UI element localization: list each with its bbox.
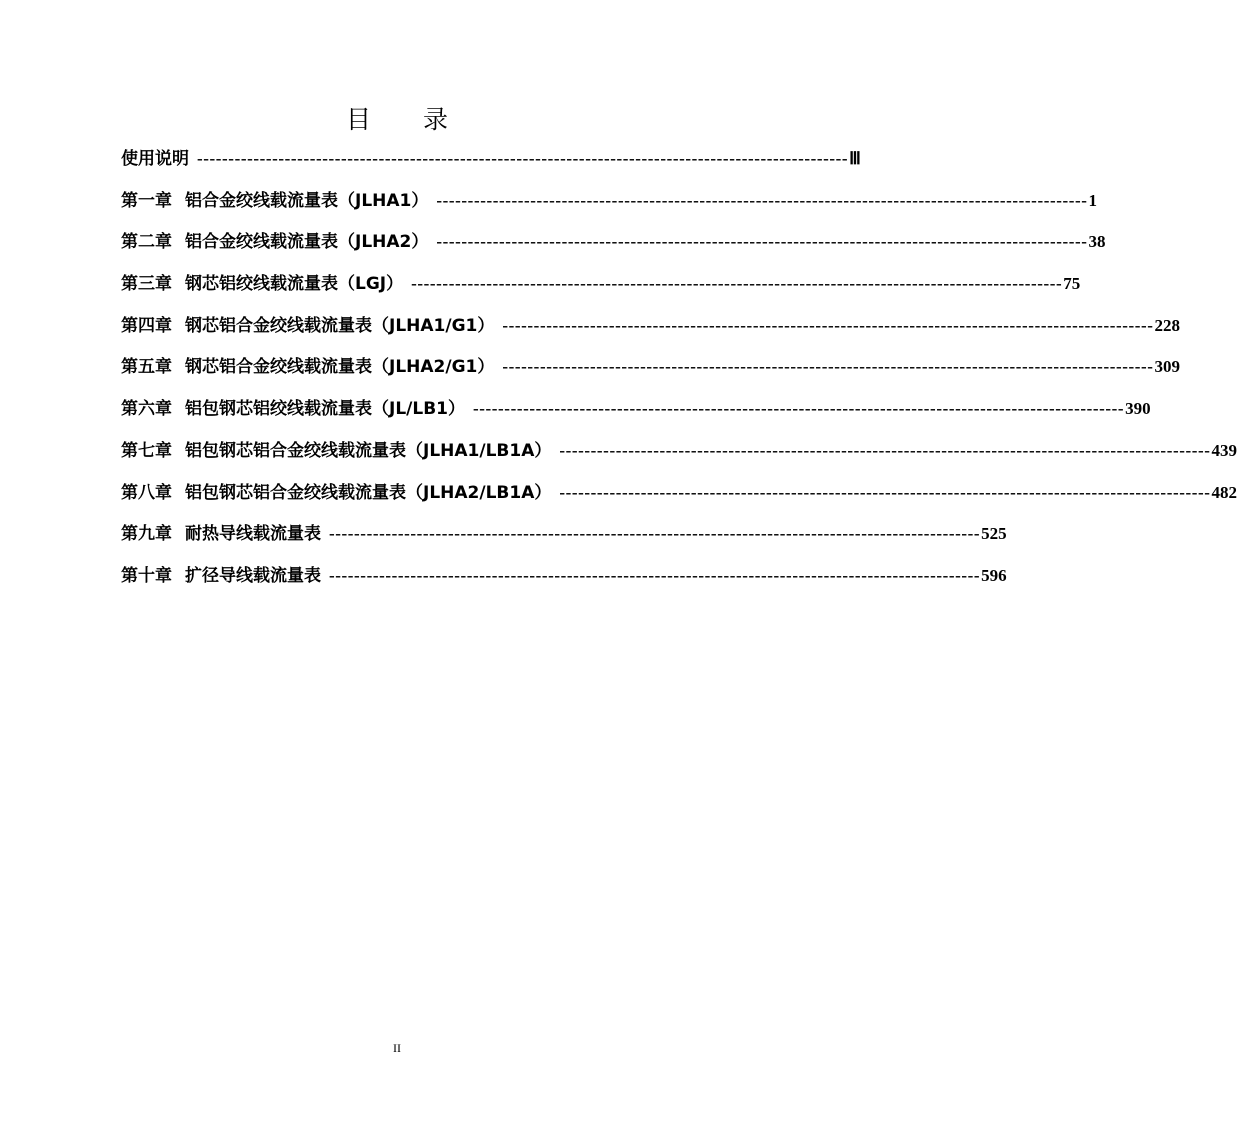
toc-entry-chapter: 第二章 <box>121 232 172 253</box>
toc-entry-chapter-5[interactable] <box>121 352 1181 394</box>
toc-entry-chapter: 第十章 <box>121 565 172 586</box>
page-number: II <box>393 1041 401 1055</box>
toc-entry-chapter-7[interactable] <box>121 436 1237 478</box>
toc-entry-page: 482 <box>1211 482 1237 502</box>
toc-leader-dots: -------------------------------------------------------------------------------------------------------- <box>329 565 981 585</box>
toc-entry-page: 596 <box>981 565 1007 585</box>
toc-entry-title: 铝包钢芯铝合金绞线载流量表（JLHA2/LB1A） <box>185 482 552 503</box>
table-of-contents <box>121 144 1237 603</box>
toc-entry-usage[interactable] <box>121 144 861 186</box>
toc-entry-title: 扩径导线载流量表 <box>185 565 321 586</box>
toc-entry-page: 1 <box>1088 190 1098 210</box>
toc-entry-chapter-4[interactable] <box>121 311 1181 353</box>
toc-entry-chapter-3[interactable] <box>121 269 1081 311</box>
toc-entry-chapter-9[interactable] <box>121 519 1007 561</box>
toc-entry-chapter: 使用说明 <box>121 149 189 169</box>
toc-entry-chapter-2[interactable] <box>121 227 1106 269</box>
toc-entry-title: 钢芯铝合金绞线载流量表（JLHA2/G1） <box>185 357 495 378</box>
toc-entry-chapter: 第六章 <box>121 399 172 420</box>
toc-entry-page: 525 <box>981 524 1007 544</box>
toc-entry-chapter: 第一章 <box>121 190 172 211</box>
toc-entry-chapter: 第五章 <box>121 357 172 378</box>
toc-entry-title: 铝包钢芯铝绞线载流量表（JL/LB1） <box>185 399 465 420</box>
toc-entry-title: 铝合金绞线载流量表（JLHA1） <box>185 190 429 211</box>
toc-leader-dots: -------------------------------------------------------------------------------------------------------- <box>502 357 1154 377</box>
toc-entry-title: 钢芯铝合金绞线载流量表（JLHA1/G1） <box>185 315 495 336</box>
toc-entry-page: 75 <box>1063 274 1081 294</box>
toc-entry-page: 390 <box>1125 399 1151 419</box>
toc-entry-chapter-10[interactable] <box>121 561 1007 603</box>
toc-entry-page: 439 <box>1211 440 1237 460</box>
toc-entry-chapter: 第七章 <box>121 440 172 461</box>
toc-leader-dots: -------------------------------------------------------------------------------------------------------- <box>502 315 1154 335</box>
toc-leader-dots: -------------------------------------------------------------------------------------------------------- <box>473 399 1125 419</box>
page-title: 目 录 <box>346 105 470 134</box>
toc-entry-title: 钢芯铝绞线载流量表（LGJ） <box>185 274 404 295</box>
toc-entry-title: 耐热导线载流量表 <box>185 524 321 545</box>
toc-leader-dots: -------------------------------------------------------------------------------------------------------- <box>329 524 981 544</box>
toc-entry-title: 铝合金绞线载流量表（JLHA2） <box>185 232 429 253</box>
toc-leader-dots: -------------------------------------------------------------------------------------------------------- <box>411 274 1063 294</box>
toc-entry-chapter: 第八章 <box>121 482 172 503</box>
toc-entry-page: 309 <box>1154 357 1181 377</box>
toc-leader-dots: -------------------------------------------------------------------------------------------------------- <box>436 232 1088 252</box>
toc-entry-page: Ⅲ <box>849 149 861 168</box>
toc-leader-dots: -------------------------------------------------------------------------------------------------------- <box>197 149 849 168</box>
toc-leader-dots: -------------------------------------------------------------------------------------------------------- <box>559 482 1211 502</box>
toc-entry-title: 铝包钢芯铝合金绞线载流量表（JLHA1/LB1A） <box>185 440 552 461</box>
toc-entry-chapter-6[interactable] <box>121 394 1151 436</box>
toc-entry-chapter: 第三章 <box>121 274 172 295</box>
toc-leader-dots: -------------------------------------------------------------------------------------------------------- <box>559 440 1211 460</box>
toc-entry-chapter-1[interactable] <box>121 186 1098 228</box>
toc-entry-page: 228 <box>1154 315 1181 335</box>
toc-leader-dots: -------------------------------------------------------------------------------------------------------- <box>436 190 1088 210</box>
toc-entry-page: 38 <box>1088 232 1106 252</box>
toc-entry-chapter: 第九章 <box>121 524 172 545</box>
toc-entry-chapter-8[interactable] <box>121 478 1237 520</box>
toc-entry-chapter: 第四章 <box>121 315 172 336</box>
